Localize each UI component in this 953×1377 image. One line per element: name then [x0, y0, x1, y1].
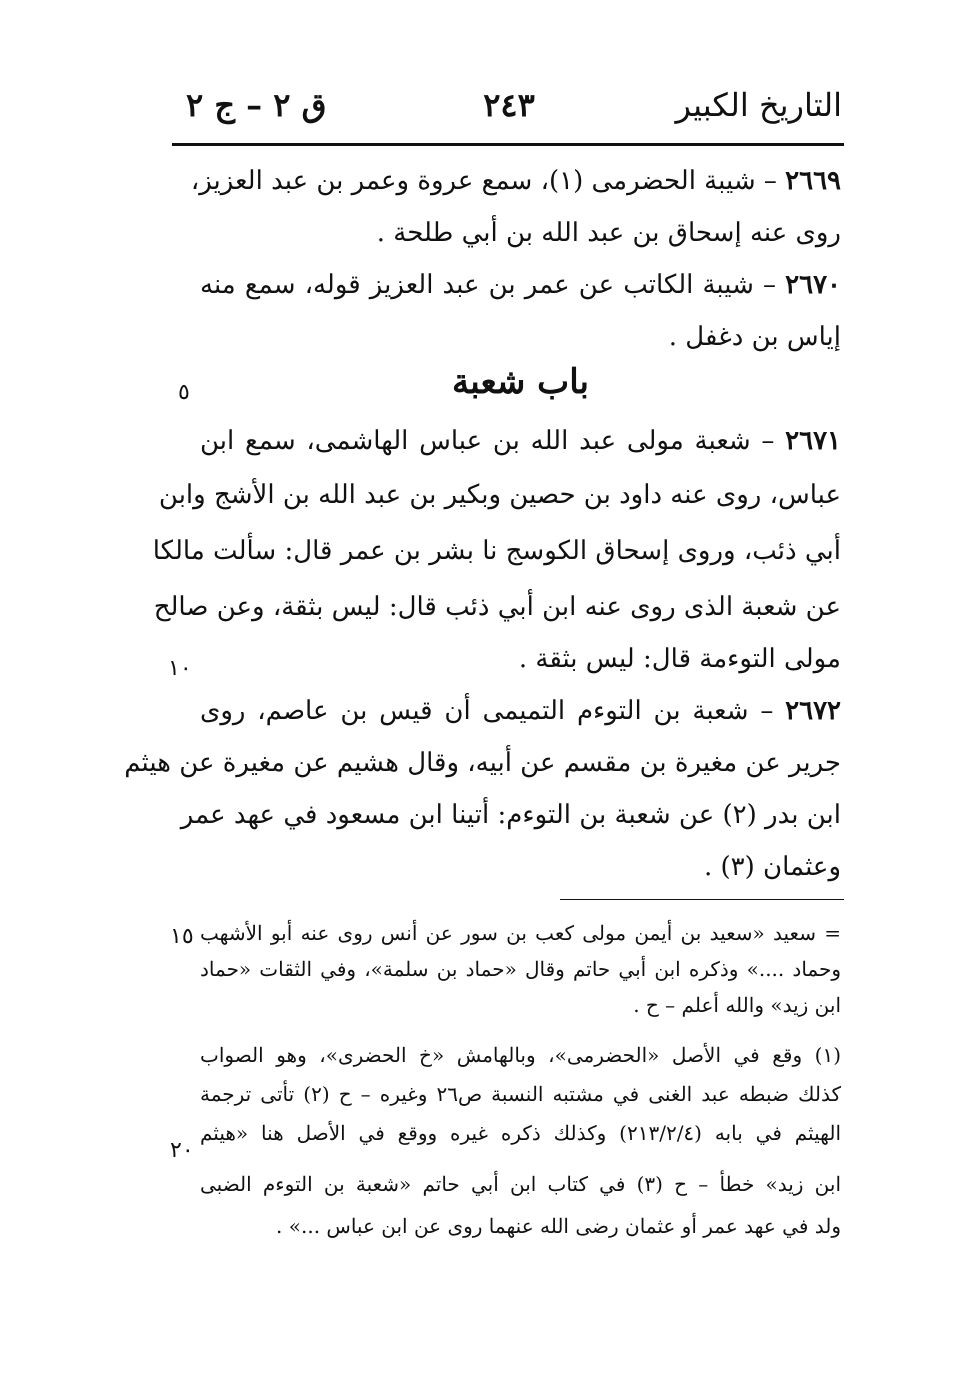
header-rule — [172, 143, 844, 146]
entry-2672-line-2: جرير عن مغيرة بن مقسم عن أبيه، وقال هشيم عن مغيرة عن هيثم — [124, 748, 841, 778]
entry-text: شيبة الكاتب عن عمر بن عبد العزيز قوله، سمع منه — [200, 270, 754, 300]
entry-2672-line-1: ٢٦٧٢ – شعبة بن التوءم التميمى أن قيس بن عاصم، روى — [200, 696, 842, 726]
footnote-rule — [560, 899, 844, 900]
entry-2670-line-2: إياس بن دغفل . — [668, 322, 841, 352]
margin-line-number: ١٠ — [168, 656, 192, 681]
entry-2671-line-1: ٢٦٧١ – شعبة مولى عبد الله بن عباس الهاشمى، سمع ابن — [200, 426, 841, 456]
running-header — [176, 86, 842, 134]
entry-2671-line-4: عن شعبة الذى روى عنه ابن أبي ذئب قال: ليس بثقة، وعن صالح — [153, 592, 841, 622]
entry-2672-line-3: ابن بدر (٢) عن شعبة بن التوءم: أتينا ابن مسعود في عهد عمر — [180, 800, 841, 830]
footnote-line-1: = سعيد «سعيد بن أيمن مولى كعب بن سور عن أنس روى عنه أبو الأشهب — [200, 921, 841, 945]
footnote-line-7: ابن زيد» خطأ – ح (٣) في كتاب ابن أبي حاتم «شعبة بن التوءم الضبى — [200, 1172, 841, 1196]
footnote-line-5: كذلك ضبطه عبد الغنى في مشتبه النسبة ص٢٦ وغيره – ح (٢) تأتى ترجمة — [200, 1082, 841, 1106]
footnote-line-3: ابن زيد» والله أعلم – ح . — [633, 993, 841, 1017]
entry-2671-line-3: أبي ذئب، وروى إسحاق الكوسج نا بشر بن عمر قال: سألت مالكا — [152, 536, 841, 566]
footnote-line-8: ولد في عهد عمر أو عثمان رضى الله عنهما روى عن ابن عباس ...» . — [276, 1214, 841, 1238]
margin-line-number: ٥ — [178, 380, 190, 405]
section-title: باب شعبة — [451, 362, 590, 402]
footnote-line-4: (١) وقع في الأصل «الحضرمى»، وبالهامش «خ الحضرى»، وهو الصواب — [200, 1043, 841, 1067]
entry-number: ٢٦٦٩ — [785, 166, 841, 196]
page-number: ٢٤٣ — [483, 86, 535, 124]
footnote-line-2: وحماد ....» وذكره ابن أبي حاتم وقال «حماد بن سلمة»، وفي الثقات «حماد — [200, 957, 841, 981]
entry-text: شعبة بن التوءم التميمى أن قيس بن عاصم، روى — [200, 696, 749, 726]
entry-text: شيبة الحضرمى (١)، سمع عروة وعمر بن عبد العزيز، — [190, 166, 756, 196]
entry-2669-line-1: ٢٦٦٩ – شيبة الحضرمى (١)، سمع عروة وعمر بن عبد العزيز، — [190, 166, 841, 196]
margin-line-number: ١٥ — [170, 924, 194, 949]
footnote-line-6: الهيثم في بابه (٢١٣/٢/٤) وكذلك ذكره غيره ووقع في الأصل هنا «هيثم — [200, 1121, 841, 1145]
entry-2671-line-2: عباس، روى عنه داود بن حصين وبكير بن عبد الله بن الأشج وابن — [158, 480, 841, 510]
entry-2671-line-5: مولى التوءمة قال: ليس بثقة . — [518, 644, 841, 674]
entry-2670-line-1: ٢٦٧٠ – شيبة الكاتب عن عمر بن عبد العزيز قوله، سمع منه — [200, 270, 841, 300]
book-title: التاريخ الكبير — [675, 86, 842, 124]
entry-text: شعبة مولى عبد الله بن عباس الهاشمى، سمع ابن — [200, 426, 751, 456]
entry-2669-line-2: روى عنه إسحاق بن عبد الله بن أبي طلحة . — [376, 218, 841, 248]
entry-number: ٢٦٧٢ — [785, 696, 842, 726]
entry-number: ٢٦٧١ — [785, 426, 841, 456]
entry-number: ٢٦٧٠ — [785, 270, 841, 300]
entry-2672-line-4: وعثمان (٣) . — [703, 852, 841, 882]
margin-line-number: ٢٠ — [170, 1138, 194, 1163]
volume-label: ق ٢ – ج ٢ — [186, 86, 327, 124]
